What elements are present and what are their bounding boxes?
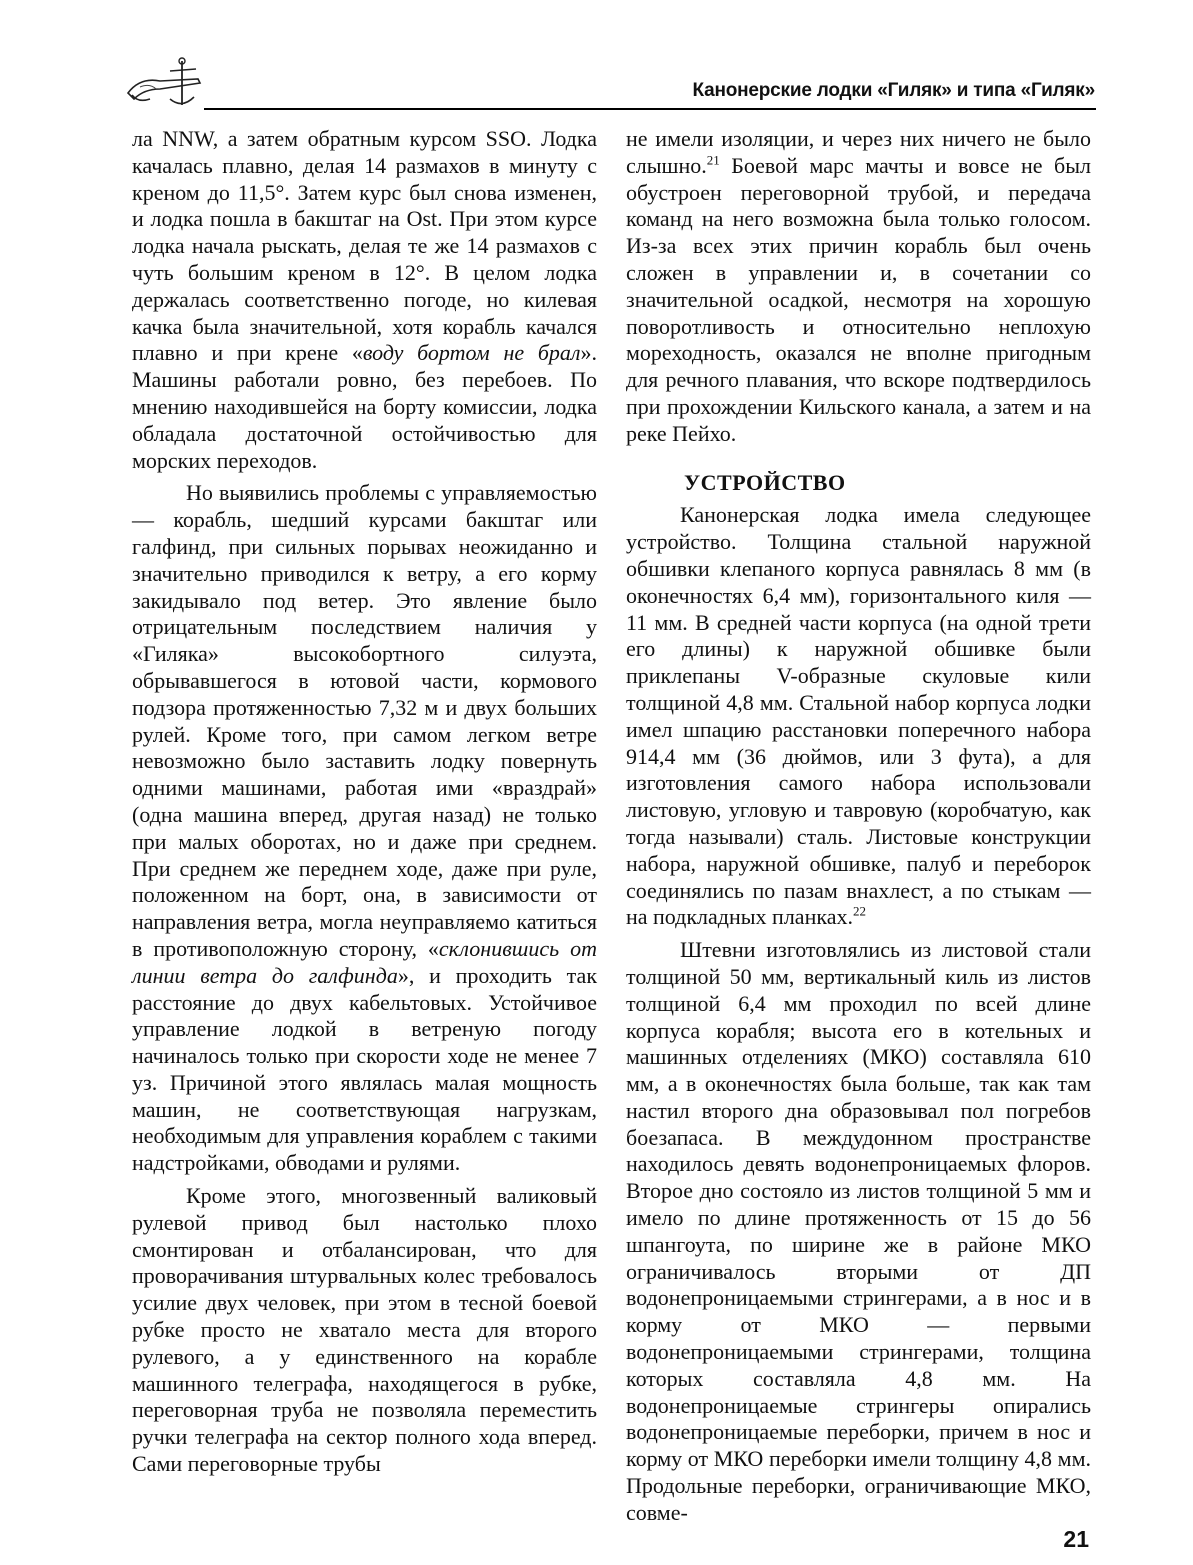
paragraph: Штевни изготовлялись из листовой стали толщиной 50 мм, вертикальный киль из листов толщиной 6,4 мм проходил по всей длине корпуса корабля; высота его в котельных и машинных отделениях (МКО) составляла 610 мм, а в оконечностях была больше, так как там настил второго дна образовывал пол погребов боезапаса. В междудонном пространстве находилось девять водонепроницаемых флоров. Второе дно состояло из листов толщиной 5 мм и имело по длине протяженность от 15 до 56 шпангоута, по ширине же в районе МКО ограничивалось вторыми от ДП водонепроницаемыми стрингерами, а в нос и в корму от МКО — первыми водонепроницаемыми стрингерами, толщина которых составляла 4,8 мм. На водонепроницаемые стрингеры опирались водонепроницаемые переборки, причем в нос и корму от МКО переборки имели толщину 4,8 мм. Продольные переборки, ограничивающие МКО, совме- xyxy=(626,937,1091,1525)
header-rule xyxy=(204,108,1096,110)
paragraph: Но выявились проблемы с управляемостью — корабль, шедший курсами бакштаг или галфинд, при сильных порывах неожиданно и значительно приводился к ветру, а его корму закидывало под ветер. Это явление было отрицательным последствием наличия у «Гиляка» высокобортного силуэта, обрывавшегося в ютовой части, кормового подзора протяженностью 7,32 м и двух больших рулей. Кроме того, при самом легком ветре невозможно было заставить лодку повернуть одними машинами, работая ими «враздрай» (одна машина вперед, другая назад) не только при малых оборотах, но и даже при среднем. При среднем же переднем ходе, даже при руле, положенном на борт, она, в зависимости от направления ветра, могла неуправляемо катиться в противоположную сторону, «склонившись от линии ветра до галфинда», и проходить так расстояние до двух кабельтовых. Устойчивое управление лодкой в ветреную погоду начиналось только при скорости ходе не менее 7 уз. Причиной этого являлась малая мощность машин, не соответствующая нагрузкам, необходимым для управления кораблем с такими надстройками, обводами и рулями. xyxy=(132,480,598,1176)
paragraph: ла NNW, а затем обратным курсом SSO. Лодка качалась плавно, делая 14 размахов в минуту с креном до 11,5°. Затем курс был снова изменен, и лодка пошла в бакштаг на Ost. При этом курсе лодка начала рыскать, делая те же 14 размахов с чуть большим креном в 12°. В целом лодка держалась соответственно погоде, но килевая качка была значительной, хотя корабль качался плавно и при крене «воду бортом не брал». Машины работали ровно, без перебоев. По мнению находившейся на борту комиссии, лодка обладала достаточной остойчивостью для морских переходов. xyxy=(132,126,597,473)
footnote-ref: 21 xyxy=(706,152,720,168)
paragraph: не имели изоляции, и через них ничего не было слышно.$^{21}$ Боевой марс мачты и вовсе не был обустроен переговорной трубой, и передача команд на него возможна была только голосом. Из-за всех этих причин корабль был очень сложен в управлении и, в сочетании со значительной осадкой, несмотря на хорошую поворотливость и относительно неплохую мореходность, оказался не вполне пригодным для речного плавания, что вскоре подтвердилось при прохождении Кильского канала, а затем и на реке Пейхо. xyxy=(626,126,1091,446)
page-number: 21 xyxy=(1063,1526,1089,1552)
right-column xyxy=(626,126,1091,1527)
section-heading: УСТРОЙСТВО xyxy=(684,469,846,495)
footnote-ref: 22 xyxy=(852,903,866,919)
left-column xyxy=(132,126,597,1478)
paragraph: Кроме этого, многозвенный валиковый рулевой привод был настолько плохо смонтирован и отбалансирован, что для проворачивания штурвальных колес требовалось усилие двух человек, при этом в тесной боевой рубке просто не хватало места для второго рулевого, а у единственного на корабле машинного телеграфа, находящегося в рубке, переговорная труба не позволяла переместить ручки телеграфа на сектор полного хода вперед. Сами переговорные трубы xyxy=(132,1183,597,1477)
running-title: Канонерские лодки «Гиляк» и типа «Гиляк» xyxy=(692,80,1095,101)
anchor-ship-emblem-icon xyxy=(120,55,210,115)
paragraph: Канонерская лодка имела следующее устройство. Толщина стальной наружной обшивки клепаного корпуса равнялась 8 мм (в оконечностях 6,4 мм), горизонтального киля — 11 мм. В средней части корпуса (на одной трети его длины) к наружной обшивке были приклепаны V-образные скуловые кили толщиной 4,8 мм. Стальной набор корпуса лодки имел шпацию расстановки поперечного набора 914,4 мм (36 дюймов, или 3 фута), а для изготовления самого набора использовали листовую, угловую и тавровую (коробчатую, как тогда называли) сталь. Листовые конструкции набора, наружной обшивке, палуб и переборок соединялись по пазам внахлест, а по стыкам — на подкладных планках.$^{22}$ xyxy=(626,502,1091,930)
